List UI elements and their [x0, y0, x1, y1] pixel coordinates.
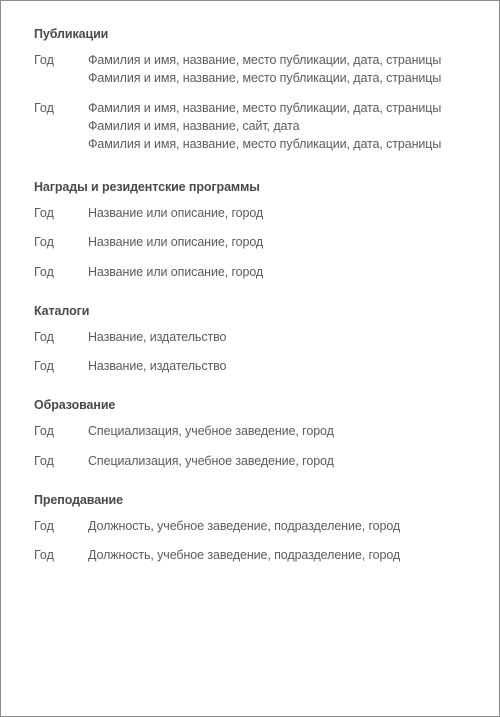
- section-title: Награды и резидентские программы: [34, 179, 260, 194]
- list-item: [34, 546, 479, 564]
- list-item: [34, 328, 479, 346]
- list-item: [34, 204, 479, 222]
- entry-line: Фамилия и имя, название, место публикации, дата, страницы: [88, 71, 442, 85]
- entry-year: Год: [34, 235, 54, 249]
- section-awards: [34, 178, 479, 281]
- entry-year: Год: [34, 453, 54, 468]
- entry-year: Год: [34, 53, 54, 67]
- entry-line: Название или описание, город: [88, 205, 264, 220]
- entry-text: [88, 546, 479, 564]
- entry-year: Год: [34, 205, 54, 220]
- list-item: [34, 452, 479, 470]
- entry-line: Должность, учебное заведение, подразделение, город: [88, 518, 401, 533]
- entry-text: [88, 263, 479, 281]
- entry-line: Название или описание, город: [88, 235, 264, 249]
- entry-year: Год: [34, 424, 54, 438]
- entry-year: Год: [34, 548, 54, 562]
- list-item: [34, 99, 479, 153]
- section-title: Публикации: [34, 27, 109, 41]
- entry-text: [88, 357, 479, 375]
- section-title: Образование: [34, 398, 116, 412]
- entry-year: Год: [34, 518, 54, 533]
- section-publications: [34, 25, 479, 153]
- list-item: [34, 263, 479, 281]
- section-teaching: [34, 491, 479, 565]
- entry-text: [88, 452, 479, 470]
- list-item: [34, 357, 479, 375]
- entry-line: Фамилия и имя, название, сайт, дата: [88, 118, 300, 133]
- section-catalogs: [34, 302, 479, 376]
- entry-year: Год: [34, 100, 54, 115]
- entry-text: [88, 51, 479, 87]
- entry-line: Название, издательство: [88, 359, 227, 373]
- entry-line: Фамилия и имя, название, место публикации, дата, страницы: [88, 100, 442, 115]
- entry-text: [88, 328, 479, 346]
- list-item: [34, 233, 479, 251]
- entry-year: Год: [34, 329, 54, 344]
- entry-text: [88, 204, 479, 222]
- entry-line: Специализация, учебное заведение, город: [88, 424, 334, 438]
- section-title: Каталоги: [34, 303, 90, 318]
- entry-year: Год: [34, 359, 54, 373]
- entry-text: [88, 517, 479, 535]
- entry-line: Название или описание, город: [88, 264, 264, 279]
- entry-line: Должность, учебное заведение, подразделение, город: [88, 548, 401, 562]
- list-item: [34, 517, 479, 535]
- section-title: Преподавание: [34, 492, 123, 507]
- entry-line: Название, издательство: [88, 329, 227, 344]
- entry-line: Специализация, учебное заведение, город: [88, 453, 334, 468]
- entry-text: [88, 233, 479, 251]
- list-item: [34, 51, 479, 87]
- entry-line: Фамилия и имя, название, место публикации, дата, страницы: [88, 53, 442, 67]
- entry-year: Год: [34, 264, 54, 279]
- list-item: [34, 422, 479, 440]
- section-education: [34, 396, 479, 470]
- entry-text: [88, 422, 479, 440]
- entry-text: [88, 99, 479, 153]
- entry-line: Фамилия и имя, название, место публикации, дата, страницы: [88, 136, 442, 151]
